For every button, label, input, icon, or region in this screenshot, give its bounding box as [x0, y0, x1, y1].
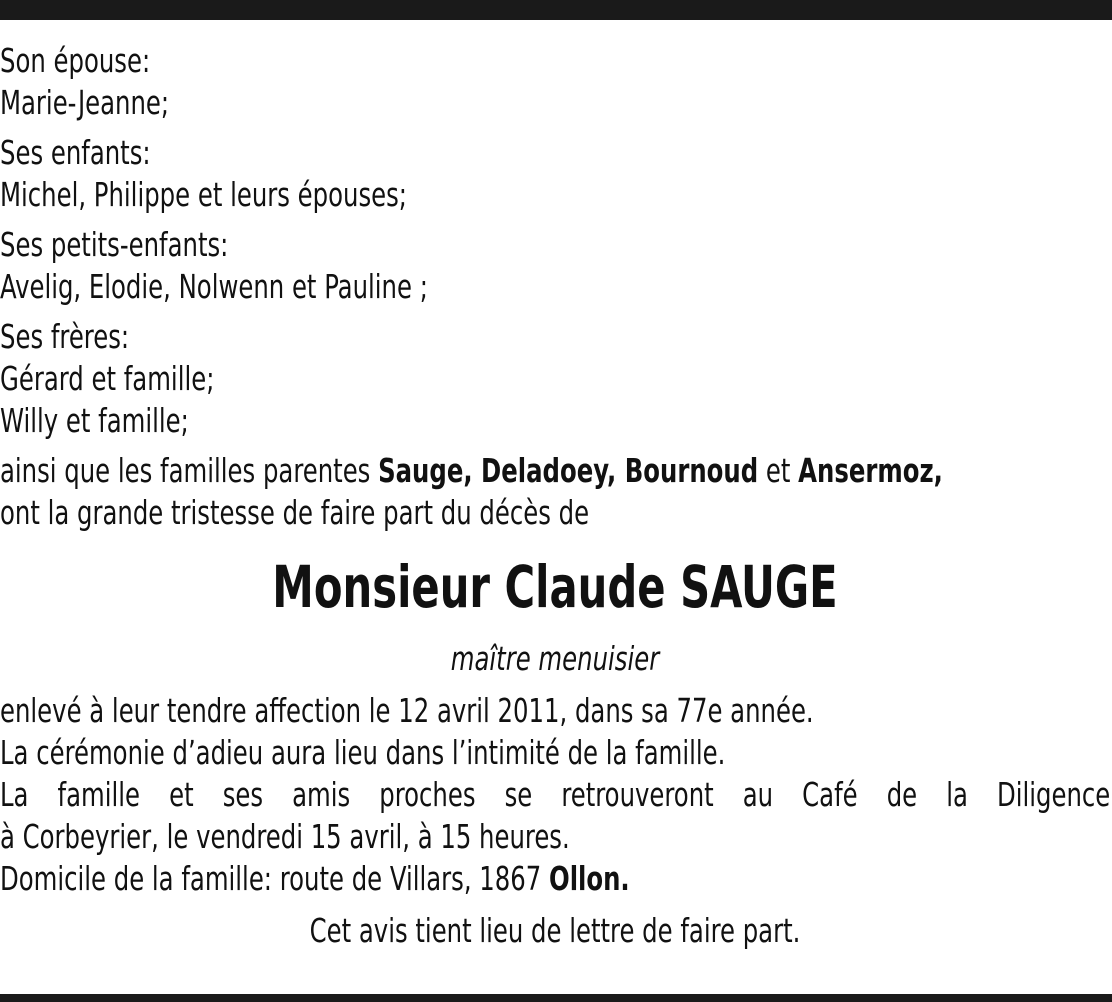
announcement-intro: ainsi que les familles parentes	[0, 451, 371, 490]
spouse-names: Marie-Jeanne;	[0, 83, 170, 122]
brother-1: Gérard et famille;	[0, 359, 215, 398]
brothers-label: Ses frères:	[0, 317, 130, 356]
grandchildren-names: Avelig, Elodie, Nolwenn et Pauline ;	[0, 267, 428, 306]
announcement-line-1	[0, 450, 943, 492]
children-names: Michel, Philippe et leurs épouses;	[0, 175, 408, 214]
home-address: Domicile de la famille: route de Villars, 1867	[0, 859, 542, 898]
details-line-4: à Corbeyrier, le vendredi 15 avril, à 15 heures.	[0, 817, 570, 856]
deceased-profession: maître menuisier	[450, 639, 660, 678]
obituary-notice	[0, 40, 1110, 952]
bottom-rule	[0, 994, 1112, 1002]
home-town: Ollon.	[549, 859, 630, 898]
spouse-label: Son épouse:	[0, 41, 151, 80]
details-line-2: La cérémonie d’adieu aura lieu dans l’intimité de la famille.	[0, 733, 726, 772]
details-line-5	[0, 858, 910, 900]
children-label: Ses enfants:	[0, 133, 151, 172]
announcement-line-2: ont la grande tristesse de faire part du décès de	[0, 493, 590, 532]
top-rule	[0, 0, 1112, 20]
details-line-1: enlevé à leur tendre affection le 12 avril 2011, dans sa 77e année.	[0, 691, 814, 730]
related-families: Sauge, Deladoey, Bournoud	[378, 451, 759, 490]
details-line-3: La famille et ses amis proches se retrouveront au Café de la Diligence	[0, 775, 1111, 814]
related-family-last: Ansermoz,	[798, 451, 943, 490]
grandchildren-label: Ses petits-enfants:	[0, 225, 229, 264]
announcement-and: et	[765, 451, 791, 490]
deceased-name: Monsieur Claude SAUGE	[272, 553, 838, 621]
brother-2: Willy et famille;	[0, 401, 189, 440]
closing-note: Cet avis tient lieu de lettre de faire part.	[309, 911, 801, 950]
